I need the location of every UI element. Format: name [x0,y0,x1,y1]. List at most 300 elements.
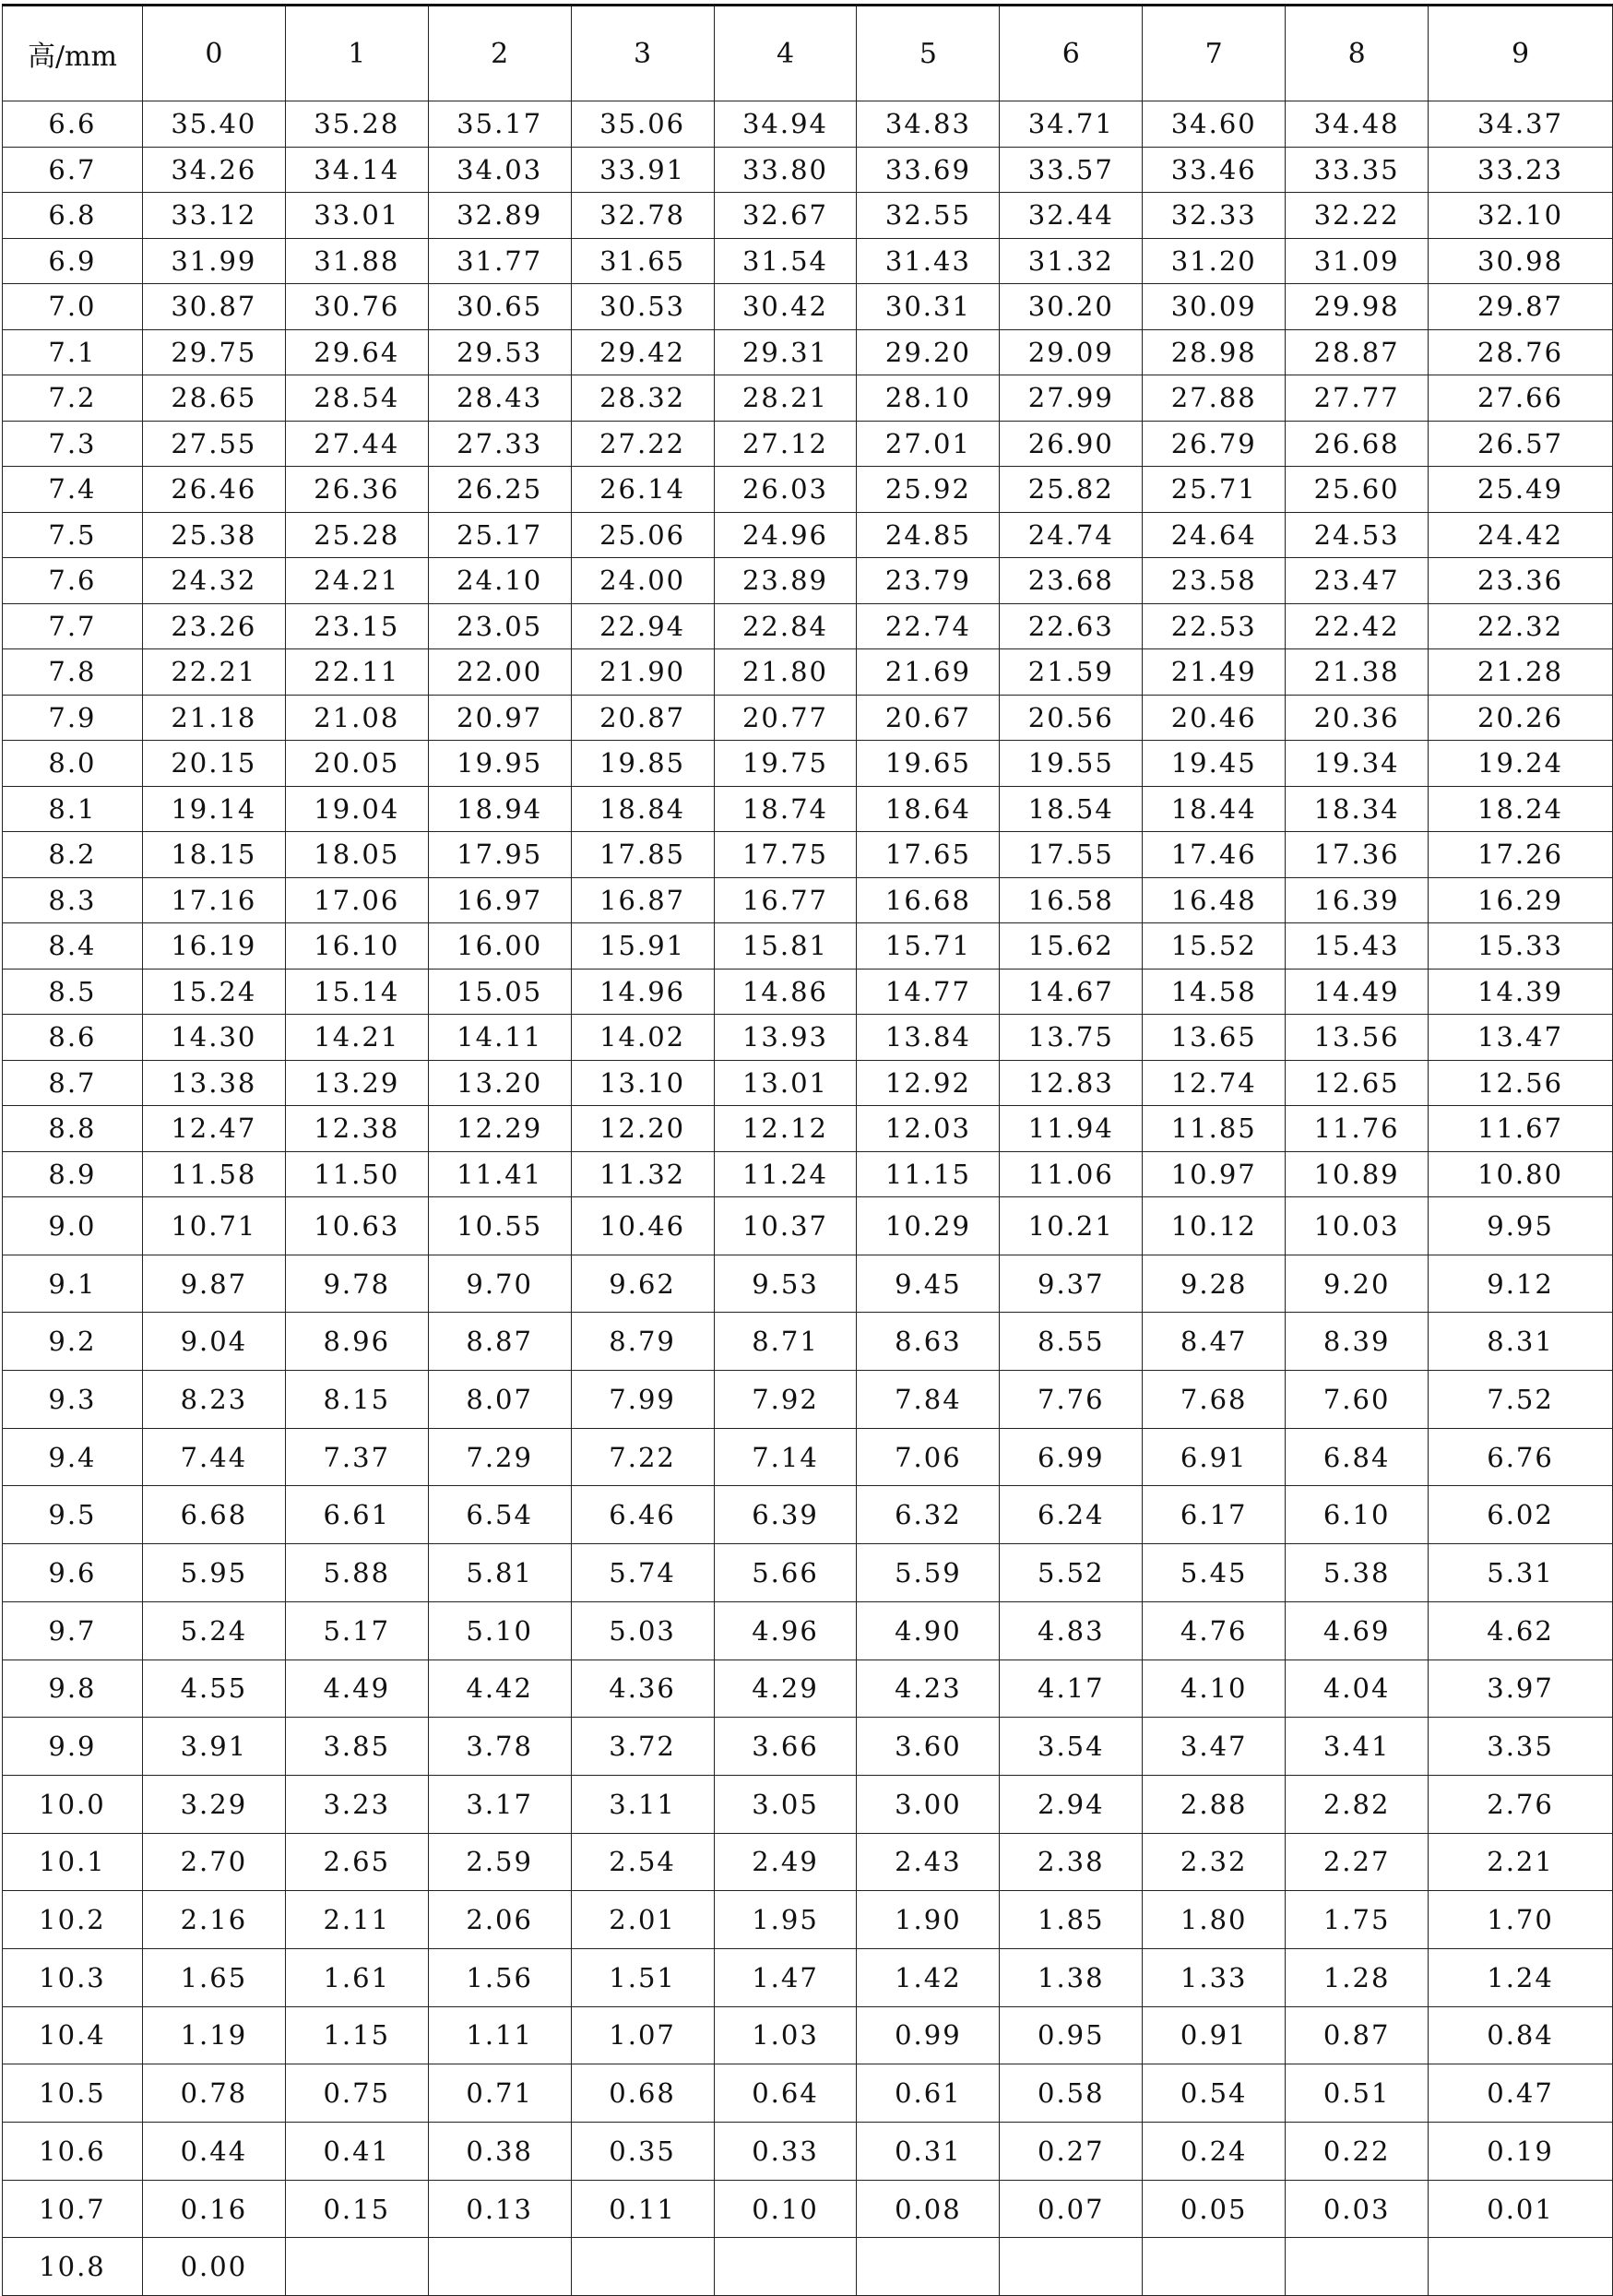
table-cell: 0.10 [714,2180,857,2238]
table-cell: 14.21 [285,1015,428,1061]
table-cell: 30.65 [428,284,571,330]
row-height-label: 9.2 [3,1313,143,1371]
table-cell: 3.54 [1000,1718,1143,1776]
row-height-label: 6.7 [3,147,143,193]
table-cell: 28.65 [142,375,285,422]
table-cell [1286,2238,1429,2296]
table-cell: 9.28 [1143,1255,1286,1313]
table-row [3,1015,1613,1061]
table-cell: 5.10 [428,1601,571,1660]
row-height-label: 9.7 [3,1601,143,1660]
table-cell: 1.90 [857,1891,1000,1949]
table-cell [1000,2238,1143,2296]
table-cell: 7.14 [714,1428,857,1486]
table-cell: 32.10 [1429,193,1613,239]
table-cell: 31.88 [285,238,428,284]
table-cell: 23.05 [428,603,571,649]
table-cell: 1.24 [1429,1948,1613,2006]
table-cell: 17.75 [714,832,857,878]
table-cell: 5.66 [714,1544,857,1602]
table-cell: 18.15 [142,832,285,878]
row-height-label: 10.4 [3,2006,143,2064]
table-cell: 1.47 [714,1948,857,2006]
table-cell: 25.82 [1000,467,1143,513]
table-row [3,2180,1613,2238]
table-cell: 4.55 [142,1660,285,1718]
table-cell: 19.85 [571,741,714,787]
row-height-label: 7.3 [3,421,143,467]
table-cell: 22.42 [1286,603,1429,649]
table-cell: 29.53 [428,329,571,375]
table-cell: 3.00 [857,1775,1000,1833]
row-height-label: 7.7 [3,603,143,649]
table-cell: 28.10 [857,375,1000,422]
table-cell: 14.77 [857,969,1000,1015]
table-row [3,649,1613,696]
table-cell: 21.28 [1429,649,1613,696]
table-cell: 24.74 [1000,512,1143,558]
table-cell: 34.48 [1286,101,1429,148]
table-cell: 10.97 [1143,1151,1286,1197]
table-cell: 4.17 [1000,1660,1143,1718]
table-cell: 35.28 [285,101,428,148]
table-cell: 0.47 [1429,2064,1613,2123]
table-cell: 16.87 [571,877,714,923]
table-cell: 13.29 [285,1060,428,1106]
table-cell: 27.01 [857,421,1000,467]
table-row [3,695,1613,741]
table-cell: 5.81 [428,1544,571,1602]
table-cell: 18.94 [428,786,571,832]
table-cell: 17.85 [571,832,714,878]
table-cell: 34.37 [1429,101,1613,148]
table-cell: 7.29 [428,1428,571,1486]
row-height-label: 9.8 [3,1660,143,1718]
table-cell: 0.35 [571,2123,714,2181]
table-cell: 16.77 [714,877,857,923]
table-cell: 4.76 [1143,1601,1286,1660]
table-cell: 34.83 [857,101,1000,148]
table-cell: 1.42 [857,1948,1000,2006]
row-height-label: 8.6 [3,1015,143,1061]
table-cell: 3.17 [428,1775,571,1833]
table-cell: 9.12 [1429,1255,1613,1313]
table-cell: 23.68 [1000,558,1143,604]
table-cell: 3.35 [1429,1718,1613,1776]
table-cell: 16.97 [428,877,571,923]
table-cell: 17.55 [1000,832,1143,878]
table-cell: 19.95 [428,741,571,787]
table-cell: 30.76 [285,284,428,330]
table-cell: 1.61 [285,1948,428,2006]
header-column-2: 2 [428,6,571,101]
table-cell: 25.60 [1286,467,1429,513]
table-cell: 8.55 [1000,1313,1143,1371]
table-cell: 20.87 [571,695,714,741]
row-height-label: 7.1 [3,329,143,375]
table-cell: 24.96 [714,512,857,558]
table-cell: 3.29 [142,1775,285,1833]
header-row [3,6,1613,101]
table-cell: 4.29 [714,1660,857,1718]
table-row [3,558,1613,604]
table-cell: 1.07 [571,2006,714,2064]
table-cell: 1.95 [714,1891,857,1949]
table-cell: 11.67 [1429,1106,1613,1152]
table-cell: 10.21 [1000,1197,1143,1255]
table-cell: 4.83 [1000,1601,1143,1660]
table-row [3,1255,1613,1313]
row-height-label: 10.8 [3,2238,143,2296]
row-height-label: 8.2 [3,832,143,878]
table-cell: 10.03 [1286,1197,1429,1255]
table-row [3,101,1613,148]
header-height-mm: 高/mm [3,6,143,101]
table-cell: 27.88 [1143,375,1286,422]
table-cell: 0.31 [857,2123,1000,2181]
table-cell: 12.20 [571,1106,714,1152]
header-column-8: 8 [1286,6,1429,101]
table-cell: 6.10 [1286,1486,1429,1544]
table-cell: 16.39 [1286,877,1429,923]
table-cell: 22.00 [428,649,571,696]
table-cell: 9.37 [1000,1255,1143,1313]
table-cell: 18.84 [571,786,714,832]
table-cell: 26.57 [1429,421,1613,467]
table-cell: 29.64 [285,329,428,375]
table-cell [1143,2238,1286,2296]
table-cell: 11.41 [428,1151,571,1197]
table-cell: 0.44 [142,2123,285,2181]
table-cell: 19.45 [1143,741,1286,787]
table-cell: 31.54 [714,238,857,284]
table-cell: 22.94 [571,603,714,649]
table-cell: 15.43 [1286,923,1429,970]
table-cell: 14.49 [1286,969,1429,1015]
header-column-5: 5 [857,6,1000,101]
table-cell: 18.54 [1000,786,1143,832]
table-cell: 23.79 [857,558,1000,604]
table-cell: 3.23 [285,1775,428,1833]
table-cell: 31.20 [1143,238,1286,284]
table-cell: 0.99 [857,2006,1000,2064]
table-cell: 32.89 [428,193,571,239]
table-cell: 23.89 [714,558,857,604]
table-cell: 1.19 [142,2006,285,2064]
table-cell: 11.58 [142,1151,285,1197]
table-cell: 13.93 [714,1015,857,1061]
table-cell: 16.58 [1000,877,1143,923]
table-cell: 1.65 [142,1948,285,2006]
table-cell: 2.88 [1143,1775,1286,1833]
table-cell: 22.74 [857,603,1000,649]
table-cell: 7.37 [285,1428,428,1486]
table-row [3,1060,1613,1106]
table-cell: 1.11 [428,2006,571,2064]
table-cell: 1.80 [1143,1891,1286,1949]
table-cell: 1.03 [714,2006,857,2064]
table-cell: 32.55 [857,193,1000,239]
row-height-label: 7.9 [3,695,143,741]
table-cell: 0.15 [285,2180,428,2238]
row-height-label: 8.4 [3,923,143,970]
table-cell: 27.99 [1000,375,1143,422]
table-cell: 3.97 [1429,1660,1613,1718]
table-cell: 5.17 [285,1601,428,1660]
table-cell: 23.15 [285,603,428,649]
table-cell: 19.65 [857,741,1000,787]
table-cell: 10.80 [1429,1151,1613,1197]
table-cell: 12.03 [857,1106,1000,1152]
table-cell: 21.80 [714,649,857,696]
table-cell: 3.41 [1286,1718,1429,1776]
table-cell: 4.23 [857,1660,1000,1718]
table-cell: 21.18 [142,695,285,741]
data-table [2,4,1613,2296]
table-cell: 11.15 [857,1151,1000,1197]
table-cell: 24.10 [428,558,571,604]
table-cell: 33.12 [142,193,285,239]
row-height-label: 9.3 [3,1371,143,1429]
table-cell: 20.77 [714,695,857,741]
table-cell: 7.92 [714,1371,857,1429]
table-cell: 21.38 [1286,649,1429,696]
row-height-label: 7.0 [3,284,143,330]
table-cell: 34.71 [1000,101,1143,148]
table-cell: 4.62 [1429,1601,1613,1660]
table-row [3,193,1613,239]
table-cell: 20.97 [428,695,571,741]
table-cell: 17.95 [428,832,571,878]
table-cell: 0.11 [571,2180,714,2238]
table-row [3,2123,1613,2181]
table-cell: 16.68 [857,877,1000,923]
table-cell: 28.43 [428,375,571,422]
table-cell: 25.17 [428,512,571,558]
table-cell: 18.05 [285,832,428,878]
table-cell: 18.24 [1429,786,1613,832]
table-cell: 8.87 [428,1313,571,1371]
table-cell: 25.06 [571,512,714,558]
table-cell: 25.49 [1429,467,1613,513]
table-cell: 19.04 [285,786,428,832]
table-cell: 11.06 [1000,1151,1143,1197]
table-cell: 20.67 [857,695,1000,741]
table-cell: 6.99 [1000,1428,1143,1486]
table-cell: 1.56 [428,1948,571,2006]
table-cell: 11.76 [1286,1106,1429,1152]
table-cell: 14.11 [428,1015,571,1061]
table-cell: 1.85 [1000,1891,1143,1949]
row-height-label: 10.1 [3,1833,143,1891]
table-cell: 14.67 [1000,969,1143,1015]
row-height-label: 10.5 [3,2064,143,2123]
row-height-label: 8.8 [3,1106,143,1152]
table-row [3,969,1613,1015]
table-cell: 9.70 [428,1255,571,1313]
table-cell: 26.14 [571,467,714,513]
table-cell: 2.32 [1143,1833,1286,1891]
table-cell: 2.11 [285,1891,428,1949]
table-cell: 12.47 [142,1106,285,1152]
table-cell: 8.39 [1286,1313,1429,1371]
table-cell: 18.64 [857,786,1000,832]
table-row [3,1151,1613,1197]
table-cell: 28.76 [1429,329,1613,375]
table-cell: 3.60 [857,1718,1000,1776]
table-row [3,1718,1613,1776]
table-cell: 4.04 [1286,1660,1429,1718]
table-cell: 15.91 [571,923,714,970]
row-height-label: 10.6 [3,2123,143,2181]
table-row [3,467,1613,513]
table-cell: 19.24 [1429,741,1613,787]
table-row [3,1428,1613,1486]
table-cell [714,2238,857,2296]
table-cell: 5.52 [1000,1544,1143,1602]
table-cell: 3.11 [571,1775,714,1833]
table-cell: 8.07 [428,1371,571,1429]
table-cell: 7.22 [571,1428,714,1486]
table-cell: 29.42 [571,329,714,375]
row-height-label: 8.7 [3,1060,143,1106]
table-cell: 27.66 [1429,375,1613,422]
table-cell: 25.92 [857,467,1000,513]
table-cell: 26.36 [285,467,428,513]
table-cell: 9.78 [285,1255,428,1313]
row-height-label: 9.1 [3,1255,143,1313]
table-cell: 2.06 [428,1891,571,1949]
table-cell: 14.02 [571,1015,714,1061]
table-cell: 28.98 [1143,329,1286,375]
table-cell: 0.33 [714,2123,857,2181]
table-cell: 5.38 [1286,1544,1429,1602]
table-cell: 15.71 [857,923,1000,970]
table-cell: 1.38 [1000,1948,1143,2006]
row-height-label: 7.2 [3,375,143,422]
table-cell: 0.51 [1286,2064,1429,2123]
header-column-7: 7 [1143,6,1286,101]
table-cell: 7.52 [1429,1371,1613,1429]
table-cell: 1.15 [285,2006,428,2064]
row-height-label: 9.0 [3,1197,143,1255]
table-cell: 23.26 [142,603,285,649]
table-cell: 15.14 [285,969,428,1015]
table-cell: 26.03 [714,467,857,513]
table-cell: 15.05 [428,969,571,1015]
table-row [3,877,1613,923]
table-cell: 31.65 [571,238,714,284]
table-cell: 8.79 [571,1313,714,1371]
table-cell: 4.90 [857,1601,1000,1660]
table-cell: 10.29 [857,1197,1000,1255]
row-height-label: 6.9 [3,238,143,284]
table-cell: 5.31 [1429,1544,1613,1602]
table-cell [285,2238,428,2296]
row-height-label: 10.2 [3,1891,143,1949]
table-cell: 2.43 [857,1833,1000,1891]
table-cell: 1.28 [1286,1948,1429,2006]
table-cell: 15.24 [142,969,285,1015]
table-cell: 8.23 [142,1371,285,1429]
table-cell: 26.68 [1286,421,1429,467]
row-height-label: 7.5 [3,512,143,558]
table-row [3,1601,1613,1660]
table-cell: 7.99 [571,1371,714,1429]
table-row [3,1371,1613,1429]
table-cell: 34.60 [1143,101,1286,148]
table-row [3,1313,1613,1371]
table-cell: 23.58 [1143,558,1286,604]
table-cell: 30.87 [142,284,285,330]
table-cell: 20.15 [142,741,285,787]
table-row [3,512,1613,558]
table-cell: 33.23 [1429,147,1613,193]
table-cell: 29.87 [1429,284,1613,330]
table-row [3,284,1613,330]
table-cell: 29.31 [714,329,857,375]
table-cell: 0.64 [714,2064,857,2123]
table-cell: 26.79 [1143,421,1286,467]
table-cell: 13.65 [1143,1015,1286,1061]
table-cell: 35.06 [571,101,714,148]
table-cell: 18.74 [714,786,857,832]
table-cell: 5.59 [857,1544,1000,1602]
table-cell: 21.59 [1000,649,1143,696]
table-cell: 11.85 [1143,1106,1286,1152]
table-row [3,741,1613,787]
table-cell: 4.42 [428,1660,571,1718]
table-cell: 13.01 [714,1060,857,1106]
table-cell: 6.76 [1429,1428,1613,1486]
header-column-0: 0 [142,6,285,101]
table-cell: 14.96 [571,969,714,1015]
table-cell: 19.55 [1000,741,1143,787]
table-cell: 14.58 [1143,969,1286,1015]
table-cell: 11.50 [285,1151,428,1197]
table-cell: 25.38 [142,512,285,558]
table-cell: 2.59 [428,1833,571,1891]
table-cell: 7.76 [1000,1371,1143,1429]
table-cell: 18.44 [1143,786,1286,832]
table-cell: 0.95 [1000,2006,1143,2064]
table-cell: 2.65 [285,1833,428,1891]
table-cell: 30.09 [1143,284,1286,330]
table-cell: 6.02 [1429,1486,1613,1544]
table-cell: 24.21 [285,558,428,604]
table-cell: 23.47 [1286,558,1429,604]
table-cell: 17.46 [1143,832,1286,878]
table-cell: 9.04 [142,1313,285,1371]
table-cell: 22.32 [1429,603,1613,649]
table-cell: 22.11 [285,649,428,696]
table-cell: 34.14 [285,147,428,193]
table-cell: 16.29 [1429,877,1613,923]
table-cell: 34.26 [142,147,285,193]
table-cell: 24.32 [142,558,285,604]
table-cell: 3.47 [1143,1718,1286,1776]
table-cell: 2.49 [714,1833,857,1891]
table-cell: 0.68 [571,2064,714,2123]
table-cell: 27.77 [1286,375,1429,422]
table-cell: 12.65 [1286,1060,1429,1106]
table-cell: 9.62 [571,1255,714,1313]
table-cell: 17.26 [1429,832,1613,878]
table-cell: 0.01 [1429,2180,1613,2238]
table-cell: 0.91 [1143,2006,1286,2064]
table-cell: 2.94 [1000,1775,1143,1833]
row-height-label: 8.5 [3,969,143,1015]
